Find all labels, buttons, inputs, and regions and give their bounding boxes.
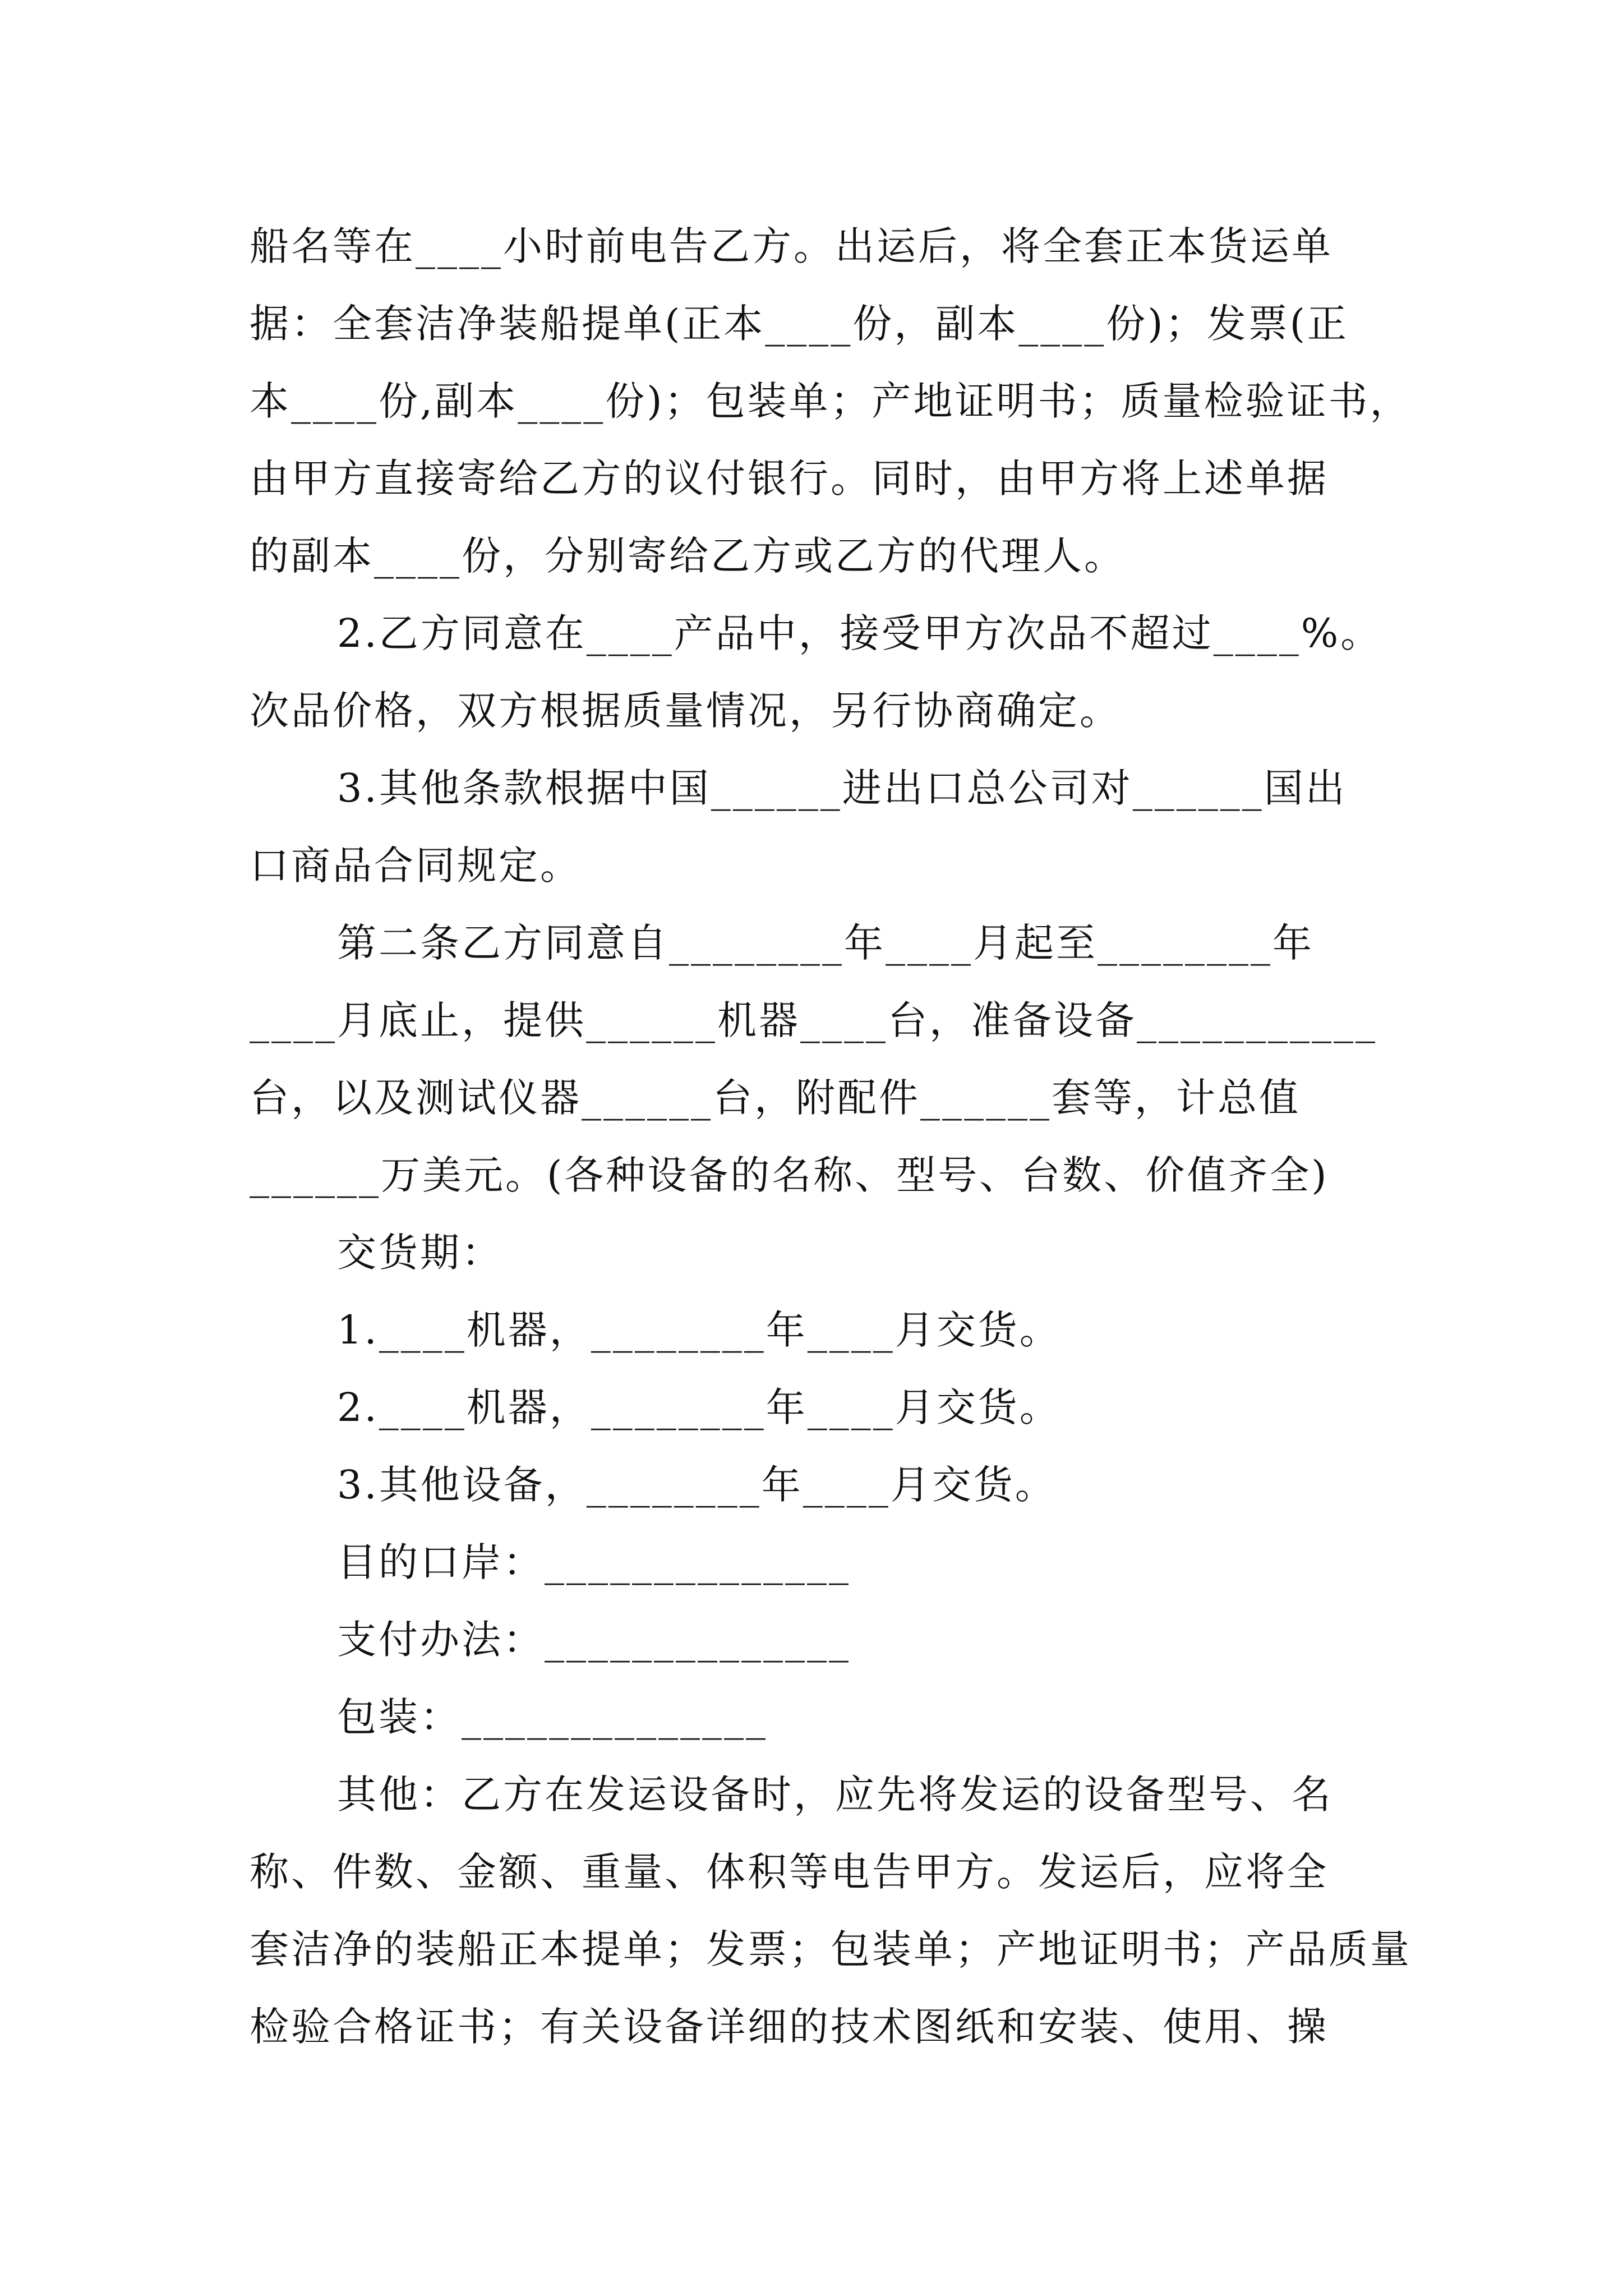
text-line: 的副本____份，分别寄给乙方或乙方的代理人。 — [250, 533, 1126, 579]
text-line: 1.____机器，________年____月交货。 — [337, 1307, 1061, 1353]
text-line: 称、件数、金额、重量、体积等电告甲方。发运后，应将全 — [250, 1849, 1329, 1895]
text-line: 台，以及测试仪器______台，附配件______套等，计总值 — [250, 1075, 1301, 1121]
text-line: 由甲方直接寄给乙方的议付银行。同时，由甲方将上述单据 — [250, 455, 1329, 501]
text-line: 3.其他设备，________年____月交货。 — [337, 1462, 1057, 1508]
text-line: ______万美元。(各种设备的名称、型号、台数、价值齐全) — [250, 1152, 1329, 1198]
text-line: 2.____机器，________年____月交货。 — [337, 1384, 1061, 1430]
text-line: 船名等在____小时前电告乙方。出运后，将全套正本货运单 — [250, 223, 1333, 269]
text-line: 据：全套洁净装船提单(正本____份，副本____份)；发票(正 — [250, 301, 1349, 347]
text-line: 口商品合同规定。 — [250, 843, 582, 889]
text-line: 套洁净的装船正本提单；发票；包装单；产地证明书；产品质量 — [250, 1926, 1412, 1972]
text-line: 交货期： — [337, 1230, 503, 1276]
text-line: 3.其他条款根据中国______进出口总公司对______国出 — [337, 765, 1347, 811]
article-heading-line: 第二条乙方同意自________年____月起至________年 — [337, 920, 1314, 966]
text-line: 其他：乙方在发运设备时，应先将发运的设备型号、名 — [337, 1772, 1333, 1818]
text-line: 目的口岸：______________ — [337, 1539, 851, 1585]
text-line: 检验合格证书；有关设备详细的技术图纸和安装、使用、操 — [250, 2004, 1329, 2050]
contract-text — [250, 208, 1412, 2065]
text-line: 本____份,副本____份)；包装单；产地证明书；质量检验证书， — [250, 378, 1412, 424]
text-line: 次品价格，双方根据质量情况，另行协商确定。 — [250, 688, 1121, 734]
text-line: 2.乙方同意在____产品中，接受甲方次品不超过____%。 — [337, 610, 1382, 656]
text-line: 包装：______________ — [337, 1694, 768, 1740]
text-line: 支付办法：______________ — [337, 1617, 851, 1663]
text-line: ____月底止，提供______机器____台，准备设备___________ — [250, 997, 1377, 1043]
